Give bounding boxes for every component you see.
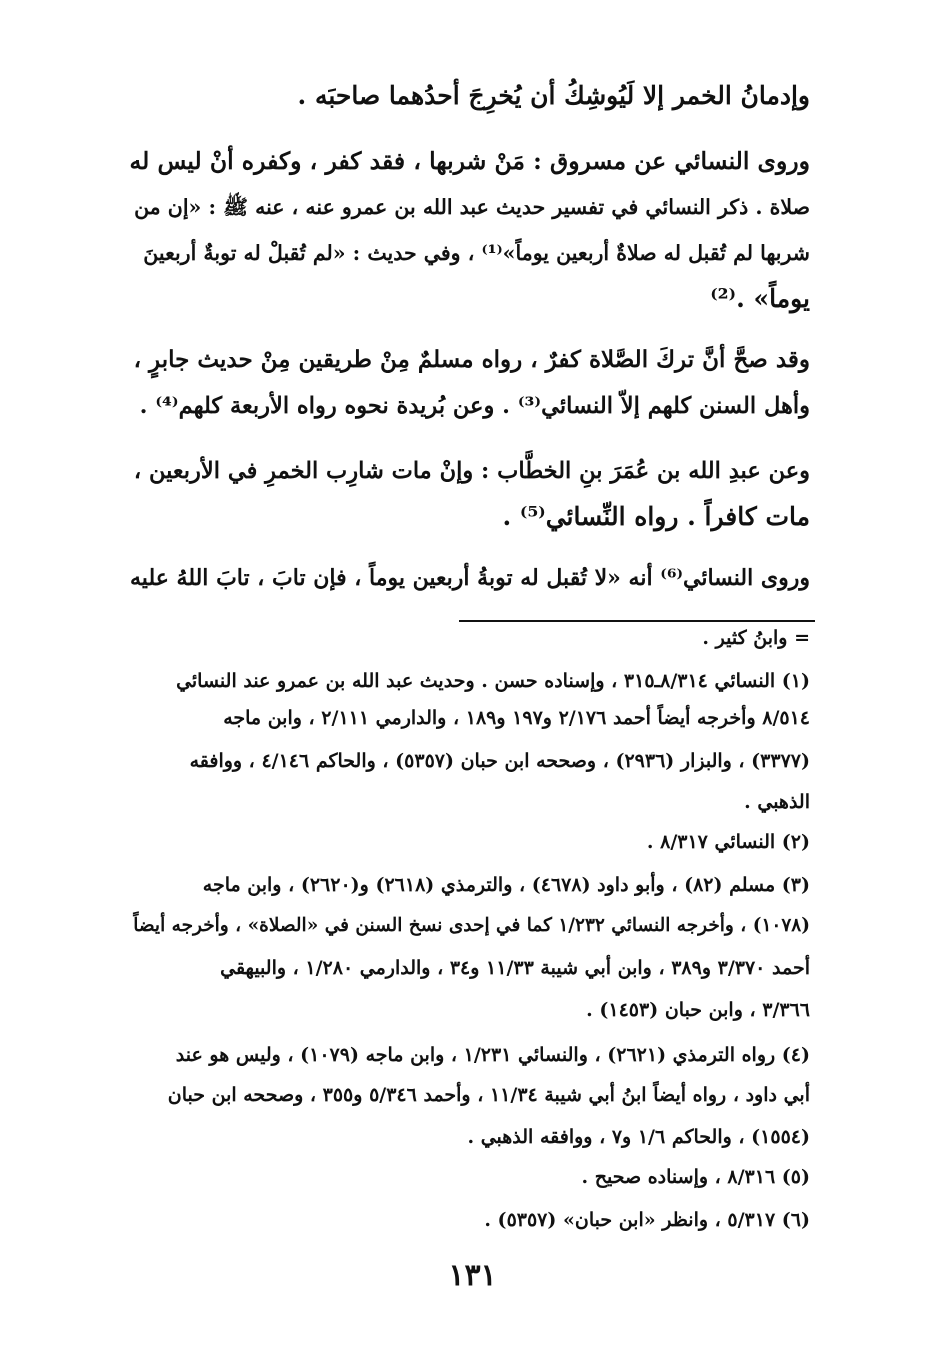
footnote-line: (٣) مسلم (٨٢) ، وأبو داود (٤٦٧٨) ، والترمذي (٢٦١٨) و(٢٦٢٠) ، وابن ماجه — [202, 874, 810, 896]
footnote-line: (٣٣٧٧) ، والبزار (٢٩٣٦) ، وصححه ابن حبان (٥٣٥٧) ، والحاكم ٤/١٤٦ ، ووافقه — [189, 750, 810, 772]
footnote-line: ٨/٥١٤ وأخرجه أيضاً أحمد ٢/١٧٦ و١٩٧ و١٨٩ ، والدارمي ٢/١١١ ، وابن ماجه — [223, 707, 810, 729]
footnote-line: أحمد ٣/٣٧٠ و٣٨٩ ، وابن أبي شيبة ١١/٣٣ و٣٤ ، والدارمي ١/٢٨٠ ، والبيهقي — [220, 957, 810, 979]
body-line: يوماً» .⁽²⁾ — [710, 284, 810, 313]
page-number: ١٣١ — [448, 1258, 497, 1293]
footnote-line: ٣/٣٦٦ ، وابن حبان (١٤٥٣) . — [586, 999, 810, 1021]
body-line: شربها لم تُقبل له صلاةٌ أربعين يوماً»⁽¹⁾ ، وفي حديث : «لم تُقبلْ له توبةٌ أربعينَ — [143, 241, 810, 265]
body-line: صلاة . ذكر النسائي في تفسير حديث عبد الله بن عمرو عنه ، عنه ﷺ : «إن من — [134, 195, 810, 219]
body-line: وأهل السنن كلهم إلاّ النسائي⁽³⁾ . وعن بُريدة نحوه رواه الأربعة كلهم⁽⁴⁾ . — [139, 393, 810, 419]
footnote-line: = وابنُ كثير . — [702, 627, 810, 649]
footnote-line: (١٥٥٤) ، والحاكم ١/٦ و٧ ، ووافقه الذهبي . — [467, 1126, 810, 1148]
footnote-line: (١٠٧٨) ، وأخرجه النسائي ١/٢٣٢ كما في إحدى نسخ السنن في «الصلاة» ، وأخرجه أيضاً — [133, 915, 810, 936]
body-line: مات كافراً . رواه النِّسائي⁽⁵⁾ . — [502, 502, 810, 531]
body-line: وروى النسائي⁽⁶⁾ أنه «لا تُقبل له توبةُ أربعين يوماً ، فإن تابَ ، تابَ اللهُ عليه — [130, 565, 810, 591]
body-line: وعن عبدِ الله بن عُمَرَ بنِ الخطَّاب : وإنْ مات شارِب الخمرِ في الأربعين ، — [133, 458, 810, 484]
footnote-line: الذهبي . — [744, 791, 810, 813]
footnote-line: أبي داود ، رواه أيضاً ابنُ أبي شيبة ١١/٣٤ ، وأحمد ٥/٣٤٦ و٣٥٥ ، وصححه ابن حبان — [167, 1084, 810, 1106]
footnote-line: (٤) رواه الترمذي (٢٦٢١) ، والنسائي ١/٢٣١ ، وابن ماجه (١٠٧٩) ، وليس هو عند — [175, 1044, 810, 1066]
footnote-line: (٥) ٨/٣١٦ ، وإسناده صحيح . — [581, 1166, 810, 1188]
footnote-line: (٢) النسائي ٨/٣١٧ . — [646, 831, 810, 853]
body-line: وقد صحَّ أنَّ تركَ الصَّلاة كفرٌ ، رواه مسلمٌ مِنْ طريقين مِنْ حديث جابرٍ ، — [133, 346, 810, 373]
body-line: وإدمانُ الخمر إلا لَيُوشِكُ أن يُخرِجَ أحدُهما صاحبَه . — [297, 81, 810, 110]
footnote-line: (١) النسائي ٨/٣١٤ـ٣١٥ ، وإسناده حسن . وحديث عبد الله بن عمرو عند النسائي — [176, 670, 810, 692]
footnote-line: (٦) ٥/٣١٧ ، وانظر «ابن حبان» (٥٣٥٧) . — [484, 1209, 810, 1231]
footnote-separator — [459, 620, 815, 622]
body-line: وروى النسائي عن مسروق : مَنْ شربها ، فقد كفر ، وكفره أنْ ليس له — [129, 147, 810, 175]
